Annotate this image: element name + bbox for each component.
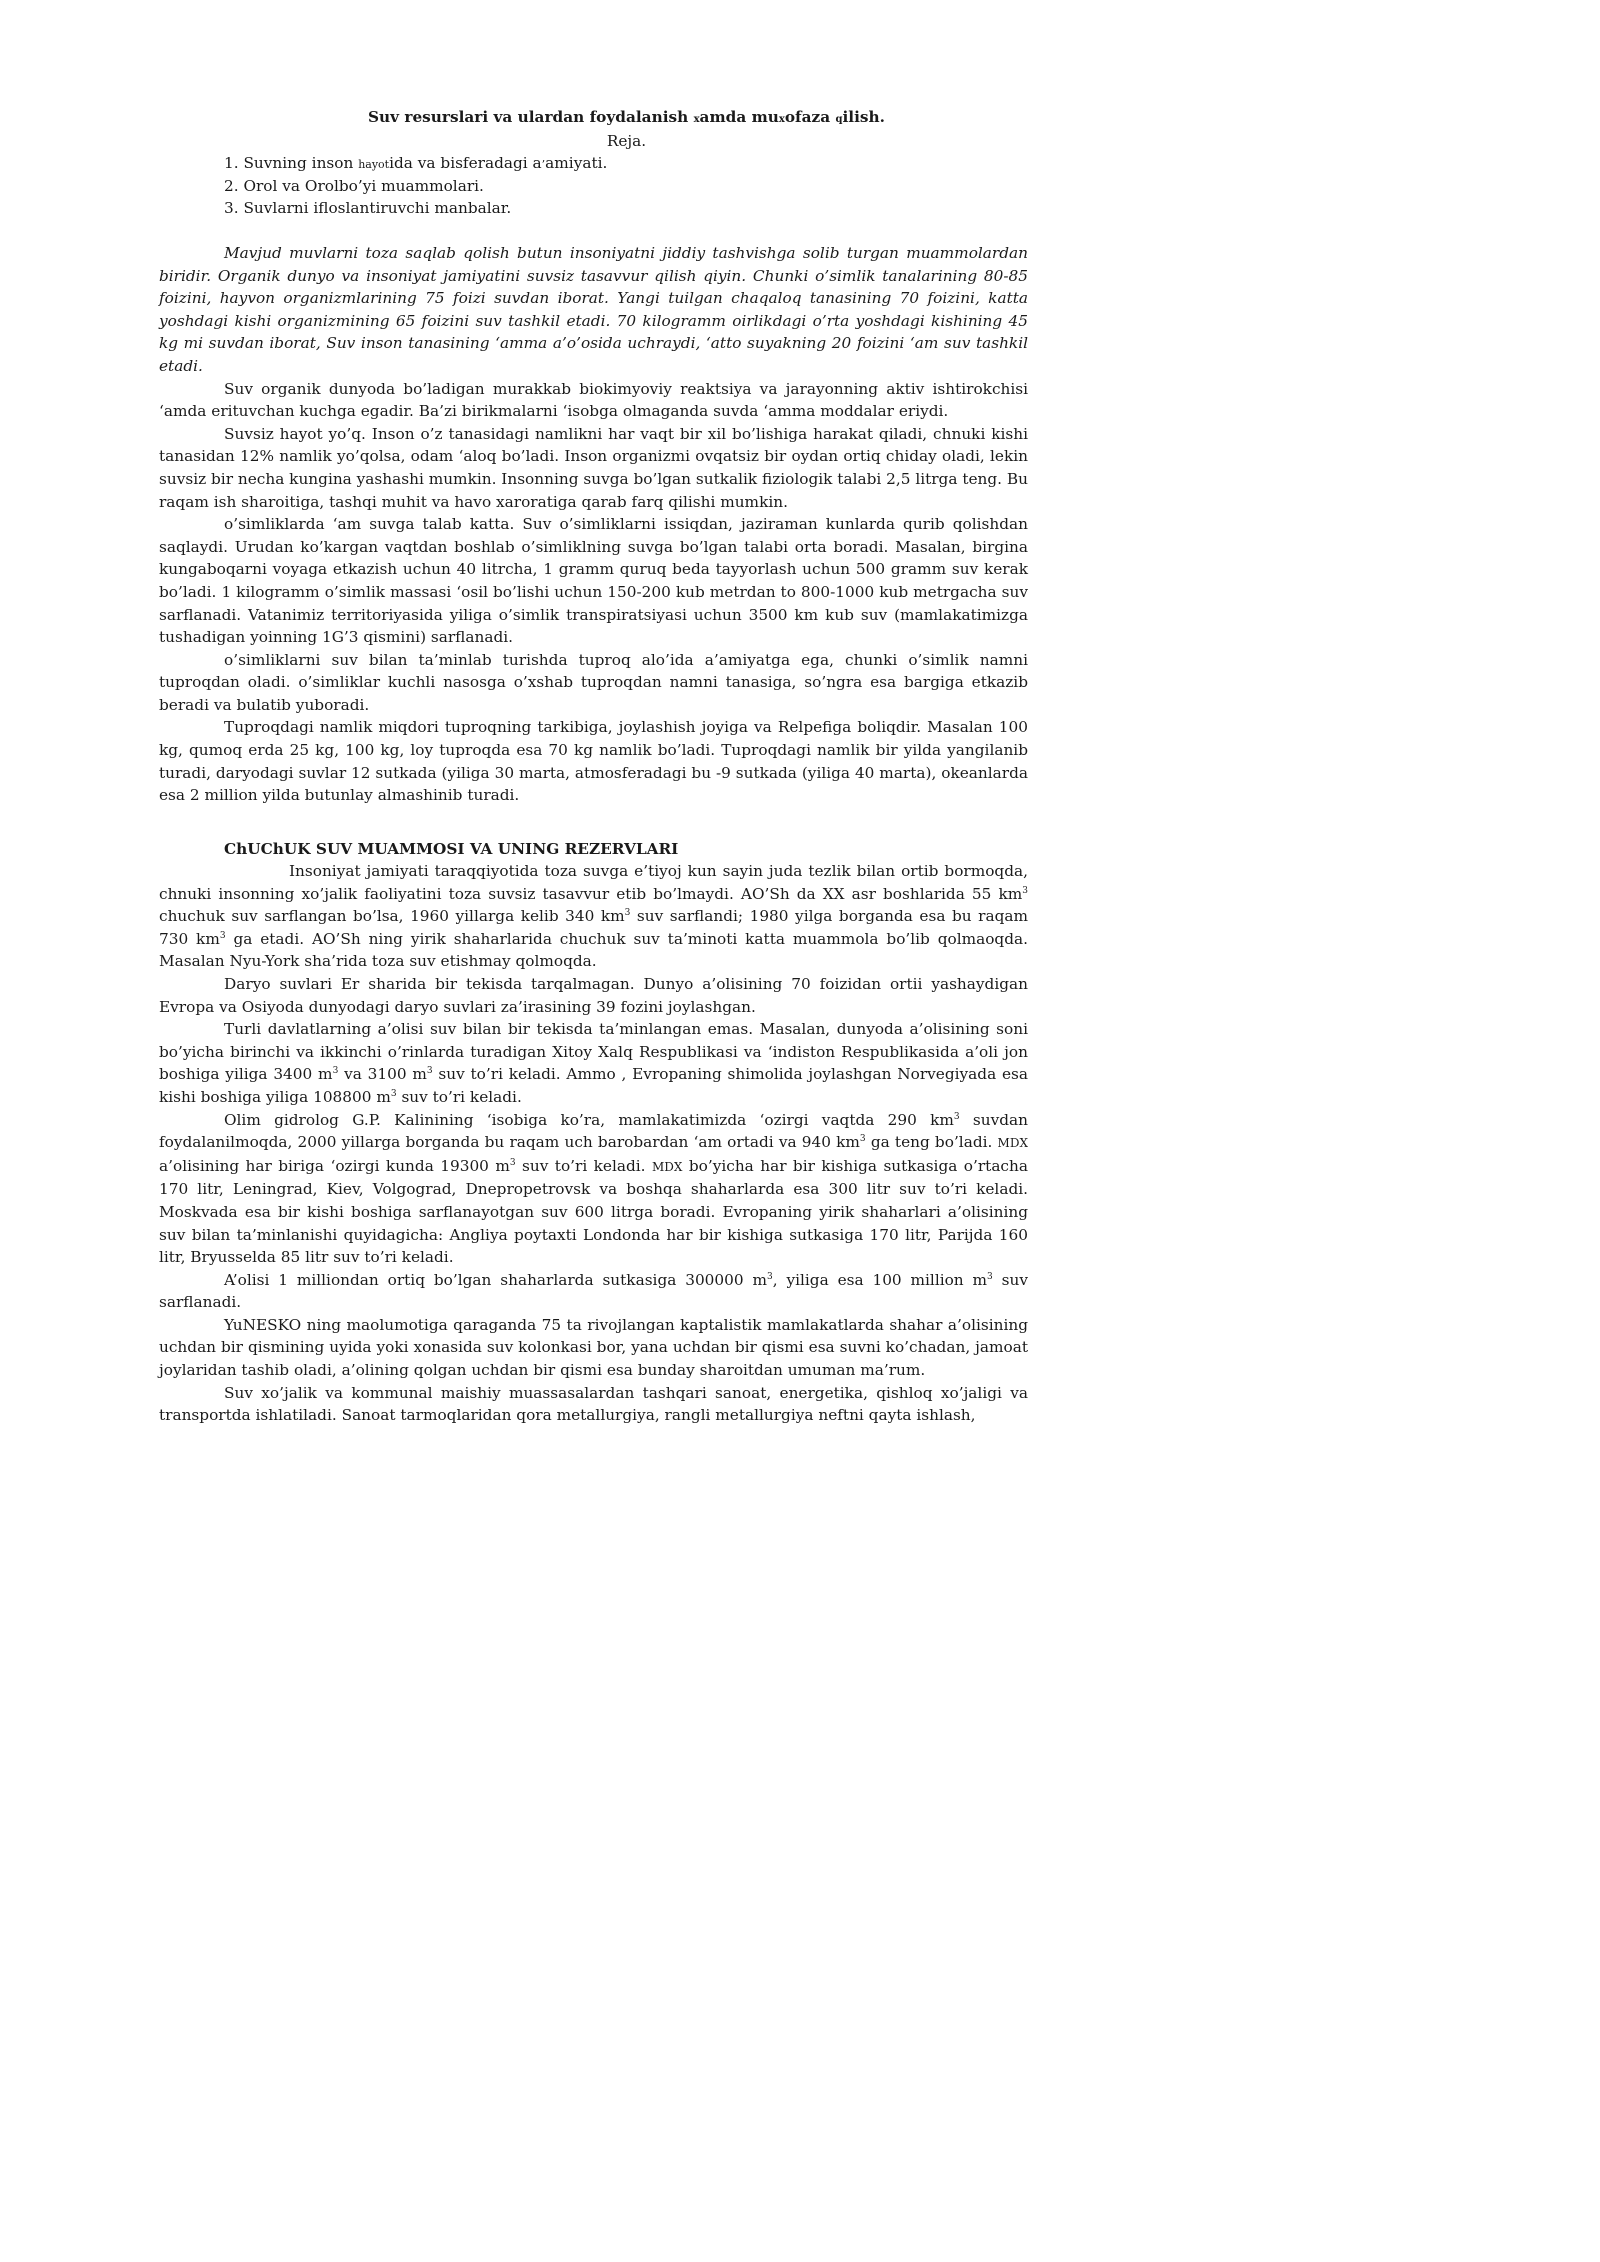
section-heading: ChUChUK SUV MUAMMOSI VA UNING REZERVLARI xyxy=(224,840,679,858)
plan-item-text: hayot xyxy=(358,158,390,171)
plan-list xyxy=(224,152,607,220)
plan-item-text: ’ xyxy=(541,158,546,171)
paragraph xyxy=(159,1018,1028,1108)
paragraph: o’simliklarda ‘am suvga talab katta. Suv o’simliklarni issiqdan, jaziraman kunlarda qurib qolishdan saqlaydi. Urudan ko’kargan vaqtdan boshlab o’simliklning suvga bo’lgan talabi orta boradi. Masalan, birgina kungaboqarni voyaga etkazish uchun 40 litrcha, 1 gramm quruq beda tayyorlash uchun 500 gramm suv kerak bo’ladi. 1 kilogramm o’simlik massasi ‘osil bo’lishi uchun 150-200 kub metrdan to 800-1000 kub metrgacha suv sarflanadi. Vatanimiz territoriyasida yiliga o’simlik transpiratsiyasi uchun 3500 km kub suv (mamlakatimizga tushadigan yoinning 1G’3 qismini) sarflanadi. xyxy=(159,515,1028,647)
plan-item: 2. Orol va Orolbo’yi muammolari. xyxy=(224,176,484,195)
title-text: Suv resurslari va ulardan foydalanish xyxy=(368,108,694,126)
paragraph: Suv xo’jalik va kommunal maishiy muassasalardan tashqari sanoat, energetika, qishloq xo’jaligi va transportda ishlatiladi. Sanoat tarmoqlaridan qora metallurgiya, rangli metallurgiya neftni qayta ishlash, xyxy=(159,1383,1028,1425)
paragraph-text: A’olisi 1 milliondan ortiq bo’lgan shaharlarda sutkasiga 300000 m xyxy=(224,1270,767,1289)
abbreviation: MDX xyxy=(997,1136,1028,1151)
superscript: 3 xyxy=(987,1271,993,1282)
paragraph-text: suv to’ri keladi. Ammo , Evropaning shimolida joylashgan Norvegiyada esa kishi boshiga yiliga 108800 m xyxy=(159,1065,1028,1106)
superscript: 3 xyxy=(509,1157,516,1168)
superscript: 3 xyxy=(1022,885,1028,896)
paragraph: Suv organik dunyoda bo’ladigan murakkab biokimyoviy reaktsiya va jarayonning aktiv ishtirokchisi ‘amda erituvchan kuchga egadir. Ba’zi birikmalarni ‘isobga olmaganda suvda ‘amma moddalar eriydi. xyxy=(159,379,1028,421)
paragraph-text: Insoniyat jamiyati taraqqiyotida toza suvga e’tiyoj kun sayin juda tezlik bilan ortib bormoqda, chnuki insonning xo’jalik faoliyatini toza suvsiz tasavvur etib bo’lmaydi. AO’Sh da XX asr boshlarida 55 km xyxy=(159,862,1028,903)
paragraph-text: va 3100 m xyxy=(338,1065,427,1084)
paragraph xyxy=(159,860,1028,973)
paragraph xyxy=(159,1269,1028,1314)
plan-item-text: 1. Suvning inson xyxy=(224,154,359,172)
superscript: 3 xyxy=(767,1271,773,1282)
paragraph-text: bo’yicha har bir kishiga sutkasiga o’rtacha 170 litr, Leningrad, Kiev, Volgograd, Dnepropetrovsk va boshqa shaharlarda esa 300 litr suv to’ri keladi. Moskvada esa bir kishi boshiga sarflanayotgan suv 600 litrga boradi. Evropaning yirik shaharlari a’olisining suv bilan ta’minlanishi quyidagicha: Angliya poytaxti Londonda har bir kishiga sutkasiga 170 litr, Parijda 160 litr, Bryusselda 85 litr suv to’ri keladi. xyxy=(159,1156,1028,1267)
title-text: x xyxy=(778,114,785,125)
superscript: 3 xyxy=(859,1134,866,1145)
plan-item xyxy=(224,152,607,175)
abbreviation: MDX xyxy=(651,1159,683,1174)
title-text: q xyxy=(835,114,843,125)
paragraph-text: ga teng bo’ladi. xyxy=(865,1133,998,1152)
plan-item-text: amiyati. xyxy=(545,154,608,172)
paragraph-text: suv to’ri keladi. xyxy=(515,1156,652,1175)
paragraph: YuNESKO ning maolumotiga qaraganda 75 ta rivojlangan kaptalistik mamlakatlarda shahar a’olisining uchdan bir qismining uyida yoki xonasida suv kolonkasi bor, yana uchdan bir qismi esa suvni ko’chadan, jamoat joylaridan tashib oladi, a’olining qolgan uchdan bir qismi esa bunday sharoitdan umuman ma’rum. xyxy=(159,1315,1028,1380)
superscript: 3 xyxy=(953,1111,960,1122)
title-text: ilish. xyxy=(842,108,885,126)
paragraph-text: , yiliga esa 100 million m xyxy=(772,1270,988,1289)
paragraph xyxy=(159,1109,1028,1269)
body-section-2 xyxy=(159,860,1028,1427)
superscript: 3 xyxy=(390,1088,397,1099)
title-text: amda mu xyxy=(699,108,779,126)
paragraph-text: Turli davlatlarning a’olisi suv bilan bir tekisda ta’minlangan emas. Masalan, dunyoda a’olisining soni bo’yicha birinchi va ikkinchi o’rinlarda turadigan Xitoy Xalq Respublikasi va ‘indiston Respublikasida a’oli jon boshiga yiliga 3400 m xyxy=(159,1020,1028,1084)
document-title xyxy=(0,106,1253,132)
paragraph-text: suvdan foydalanilmoqda, 2000 yillarga borganda bu raqam uch barobardan ‘am ortadi va 940 km xyxy=(159,1110,1028,1152)
paragraph-text: suv sarflanadi. xyxy=(159,1270,1028,1312)
paragraph-text: a’olisining har biriga ‘ozirgi kunda 19300 m xyxy=(159,1156,510,1175)
plan-item: 3. Suvlarni ifloslantiruvchi manbalar. xyxy=(224,199,512,218)
title-text: ofaza xyxy=(784,108,836,126)
body-section-1 xyxy=(159,242,1028,807)
paragraph: Tuproqdagi namlik miqdori tuproqning tarkibiga, joylashish joyiga va Relpefiga boliqdir. Masalan 100 kg, qumoq erda 25 kg, 100 kg, loy tuproqda esa 70 kg namlik bo’ladi. Tuproqdagi namlik bir yilda yangilanib turadi, daryodagi suvlar 12 sutkada (yiliga 30 marta, atmosferadagi bu -9 sutkada (yiliga 40 marta), okeanlarda esa 2 million yilda butunlay almashinib turadi. xyxy=(159,718,1028,805)
paragraph-text: suv to’ri keladi. xyxy=(396,1087,522,1106)
paragraph: Daryo suvlari Er sharida bir tekisda tarqalmagan. Dunyo a’olisining 70 foizidan ortii yashaydigan Evropa va Osiyoda dunyodagi daryo suvlari za’irasining 39 fozini joylashgan. xyxy=(159,974,1028,1016)
document-page xyxy=(0,0,1100,1555)
paragraph: o’simliklarni suv bilan ta’minlab turishda tuproq alo’ida a’amiyatga ega, chunki o’simlik namni tuproqdan oladi. o’simliklar kuchli nasosga o’xshab tuproqdan namni tanasiga, so’ngra esa bargiga etkazib beradi va bulatib yuboradi. xyxy=(159,650,1028,714)
plan-heading: Reja. xyxy=(606,132,647,150)
paragraph-text: chuchuk suv sarflangan bo’lsa, 1960 yillarga kelib 340 km xyxy=(159,907,625,926)
plan-item-text: ida va bisferadagi a xyxy=(389,154,542,172)
paragraph: Mavjud muvlarni toza saqlab qolish butun insoniyatni jiddiy tashvishga solib turgan muammolardan biridir. Organik dunyo va insoniyat jamiyatini suvsiz tasavvur qilish qiyin. Chunki o’simlik tanalarining 80-85 foizini, hayvon organizmlarining 75 foizi suvdan iborat. Yangi tuilgan chaqaloq tanasining 70 foizini, katta yoshdagi kishi organizmining 65 foizini suv tashkil etadi. 70 kilogramm oirlikdagi o’rta yoshdagi kishining 45 kg mi suvdan iborat, Suv inson tanasining ‘amma a’o’osida uchraydi, ‘atto suyakning 20 foizini ‘am suv tashkil etadi. xyxy=(159,244,1028,375)
superscript: 3 xyxy=(332,1066,339,1077)
paragraph-text: suv sarflandi; 1980 yilga borganda esa bu raqam 730 km xyxy=(159,907,1028,948)
paragraph-text: ga etadi. AO’Sh ning yirik shaharlarida chuchuk suv ta’minoti katta muammola bo’lib qolmaoqda. Masalan Nyu-York sha’rida toza suv etishmay qolmoqda. xyxy=(159,929,1028,971)
superscript: 3 xyxy=(219,930,226,941)
superscript: 3 xyxy=(624,908,631,919)
title-text: x xyxy=(693,114,700,125)
paragraph: Suvsiz hayot yo’q. Inson o’z tanasidagi namlikni har vaqt bir xil bo’lishiga harakat qiladi, chnuki kishi tanasidan 12% namlik yo’qolsa, odam ‘aloq bo’ladi. Inson organizmi ovqatsiz bir oydan ortiq chiday oladi, lekin suvsiz bir necha kungina yashashi mumkin. Insonning suvga bo’lgan sutkalik fiziologik talabi 2,5 litrga teng. Bu raqam ish sharoitiga, tashqi muhit va havo xaroratiga qarab farq qilishi mumkin. xyxy=(159,424,1028,511)
paragraph-text: Olim gidrolog G.P. Kalinining ‘isobiga ko’ra, mamlakatimizda ‘ozirgi vaqtda 290 km xyxy=(224,1110,954,1129)
superscript: 3 xyxy=(426,1066,433,1077)
